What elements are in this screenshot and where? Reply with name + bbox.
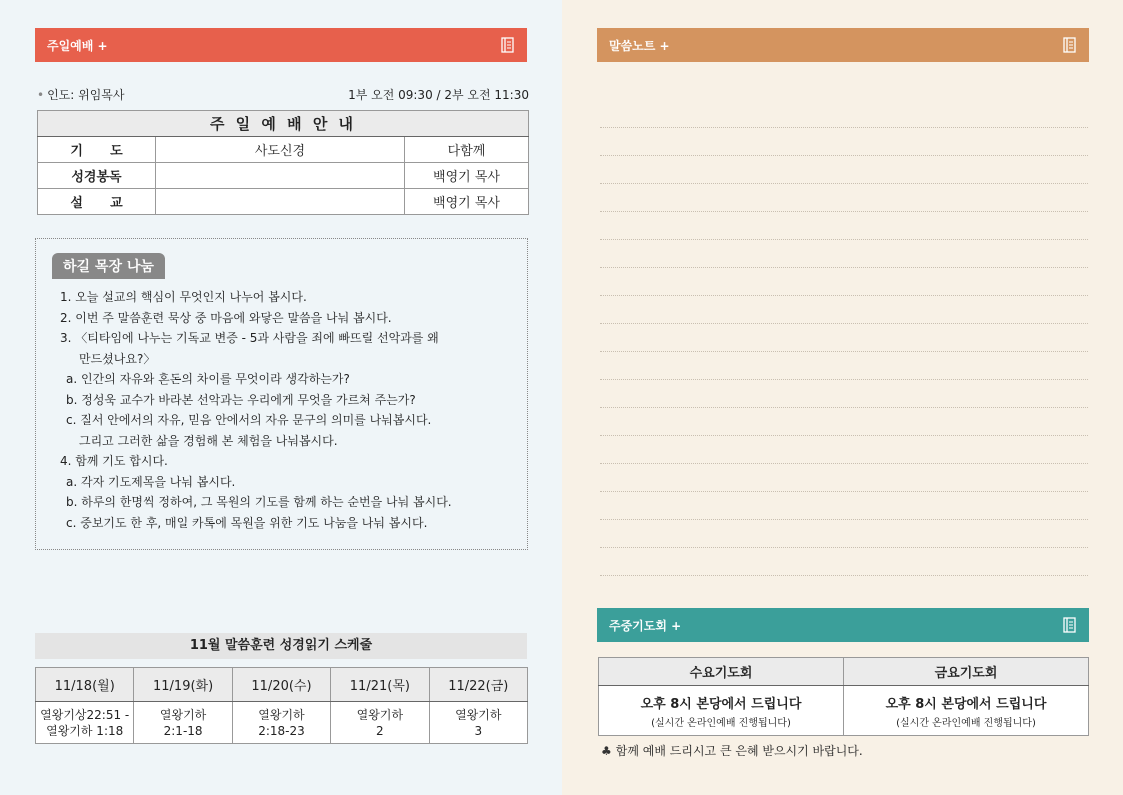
reading-line: 열왕기상22:51 -: [40, 707, 130, 722]
list-item: 3. 〈티타임에 나누는 기독교 변증 - 5과 사람을 죄에 빠뜨릴 선악과를 왜: [60, 331, 439, 345]
list-item: c. 중보기도 한 후, 매일 카톡에 목원을 위한 기도 나눔을 나눠 봅시다.: [66, 515, 428, 530]
list-item: b. 정성욱 교수가 바라본 선악과는 우리에게 무엇을 가르쳐 주는가?: [66, 392, 416, 407]
worship-header-title: 주일예배 +: [47, 38, 108, 53]
order-label: 성경봉독: [38, 163, 156, 189]
order-who: 다함께: [405, 137, 529, 163]
reading-line: 열왕기하: [356, 707, 404, 722]
order-content: 사도신경: [156, 137, 405, 163]
schedule-reading: [134, 702, 232, 744]
note-line[interactable]: [600, 296, 1088, 324]
worship-times: 1부 오전 09:30 / 2부 오전 11:30: [348, 88, 529, 102]
schedule-day: 11/20(수): [232, 668, 330, 702]
schedule-reading: [36, 702, 134, 744]
table-row: [36, 668, 528, 702]
prayer-table: [598, 657, 1089, 736]
worship-leader-text: 인도: 위임목사: [47, 88, 125, 102]
prayer-main: 오후 8시 본당에서 드립니다: [640, 696, 802, 712]
reading-line: 3: [474, 723, 483, 738]
list-item: a. 인간의 자유와 혼돈의 차이를 무엇이라 생각하는가?: [66, 372, 350, 386]
note-line[interactable]: [600, 380, 1088, 408]
prayer-title: 수요기도회: [599, 658, 844, 686]
order-label: 기 도: [38, 137, 156, 163]
schedule-day: 11/18(월): [36, 668, 134, 702]
note-line[interactable]: [600, 184, 1088, 212]
note-line[interactable]: [600, 548, 1088, 576]
worship-header[interactable]: [35, 28, 527, 62]
note-line[interactable]: [600, 520, 1088, 548]
note-line[interactable]: [600, 408, 1088, 436]
prayer-title: 금요기도회: [844, 658, 1089, 686]
table-row: [36, 702, 528, 744]
worship-meta: [37, 86, 529, 103]
schedule-day: 11/19(화): [134, 668, 232, 702]
reading-line: 열왕기하: [159, 707, 207, 722]
list-item: 4. 함께 기도 합시다.: [60, 454, 168, 468]
discussion-box: [35, 238, 528, 550]
order-who: 백영기 목사: [405, 163, 529, 189]
note-line[interactable]: [600, 156, 1088, 184]
schedule-day: 11/22(금): [429, 668, 527, 702]
prayer-info: [844, 686, 1089, 736]
prayer-sub: (실시간 온라인예배 진행됩니다): [896, 717, 1036, 729]
note-line[interactable]: [600, 100, 1088, 128]
reading-line: 열왕기하: [258, 707, 305, 722]
worship-order-title: 주 일 예 배 안 내: [38, 111, 529, 137]
note-line[interactable]: [600, 128, 1088, 156]
discussion-list: [60, 287, 520, 533]
table-row: [38, 189, 529, 215]
list-item: 1. 오늘 설교의 핵심이 무엇인지 나누어 봅시다.: [60, 290, 307, 304]
reading-line: 2: [376, 723, 384, 738]
bullet-icon: •: [37, 88, 45, 102]
prayer-main: 오후 8시 본당에서 드립니다: [885, 696, 1047, 712]
note-line[interactable]: [600, 352, 1088, 380]
order-content: [156, 189, 405, 215]
reading-line: 열왕기하 1:18: [46, 723, 124, 738]
schedule-reading: [429, 702, 527, 744]
schedule-reading: [331, 702, 429, 744]
note-line[interactable]: [600, 492, 1088, 520]
table-row: [38, 163, 529, 189]
note-lines[interactable]: [600, 100, 1088, 576]
closing-text: 함께 예배 드리시고 큰 은혜 받으시기 바랍니다.: [615, 744, 863, 758]
closing-message: [601, 742, 863, 759]
list-item: 2. 이번 주 말씀훈련 묵상 중 마음에 와닿은 말씀을 나눠 봅시다.: [60, 310, 392, 325]
list-item: 만드셨나요?〉: [79, 351, 156, 366]
list-item: 그리고 그러한 삶을 경험해 본 체험을 나눠봅시다.: [79, 433, 338, 448]
schedule-table: [35, 667, 528, 744]
note-line[interactable]: [600, 464, 1088, 492]
note-line[interactable]: [600, 436, 1088, 464]
order-who: 백영기 목사: [405, 189, 529, 215]
club-icon: ♣: [601, 744, 612, 758]
schedule-title: 11월 말씀훈련 성경읽기 스케줄: [35, 633, 527, 659]
table-row: [599, 658, 1089, 686]
list-item: a. 각자 기도제목을 나눠 봅시다.: [66, 474, 236, 489]
table-row: [38, 137, 529, 163]
order-label: 설 교: [38, 189, 156, 215]
worship-order-table: [37, 110, 529, 215]
note-line[interactable]: [600, 212, 1088, 240]
order-content: [156, 163, 405, 189]
discussion-badge: 하길 목장 나눔: [52, 253, 165, 279]
reading-line: 2:18-23: [258, 723, 305, 738]
reading-line: 2:1-18: [163, 723, 203, 738]
notes-header-title: 말씀노트 +: [609, 38, 670, 53]
list-item: c. 질서 안에서의 자유, 믿음 안에서의 자유 문구의 의미를 나눠봅시다.: [66, 413, 432, 427]
notes-header[interactable]: [597, 28, 1089, 62]
notebook-icon[interactable]: [500, 37, 515, 53]
schedule-reading: [232, 702, 330, 744]
schedule-day: 11/21(목): [331, 668, 429, 702]
prayer-header-title: 주중기도회 +: [609, 618, 682, 633]
prayer-header[interactable]: [597, 608, 1089, 642]
note-line[interactable]: [600, 240, 1088, 268]
list-item: b. 하루의 한명씩 정하여, 그 목원의 기도를 함께 하는 순번을 나눠 봅시다.: [66, 495, 452, 509]
reading-line: 열왕기하: [455, 707, 502, 722]
notebook-icon[interactable]: [1062, 617, 1077, 633]
note-line[interactable]: [600, 268, 1088, 296]
notebook-icon[interactable]: [1062, 37, 1077, 53]
worship-leader: [37, 86, 125, 103]
note-line[interactable]: [600, 324, 1088, 352]
prayer-sub: (실시간 온라인예배 진행됩니다): [651, 717, 791, 729]
prayer-info: [599, 686, 844, 736]
table-row: [599, 686, 1089, 736]
